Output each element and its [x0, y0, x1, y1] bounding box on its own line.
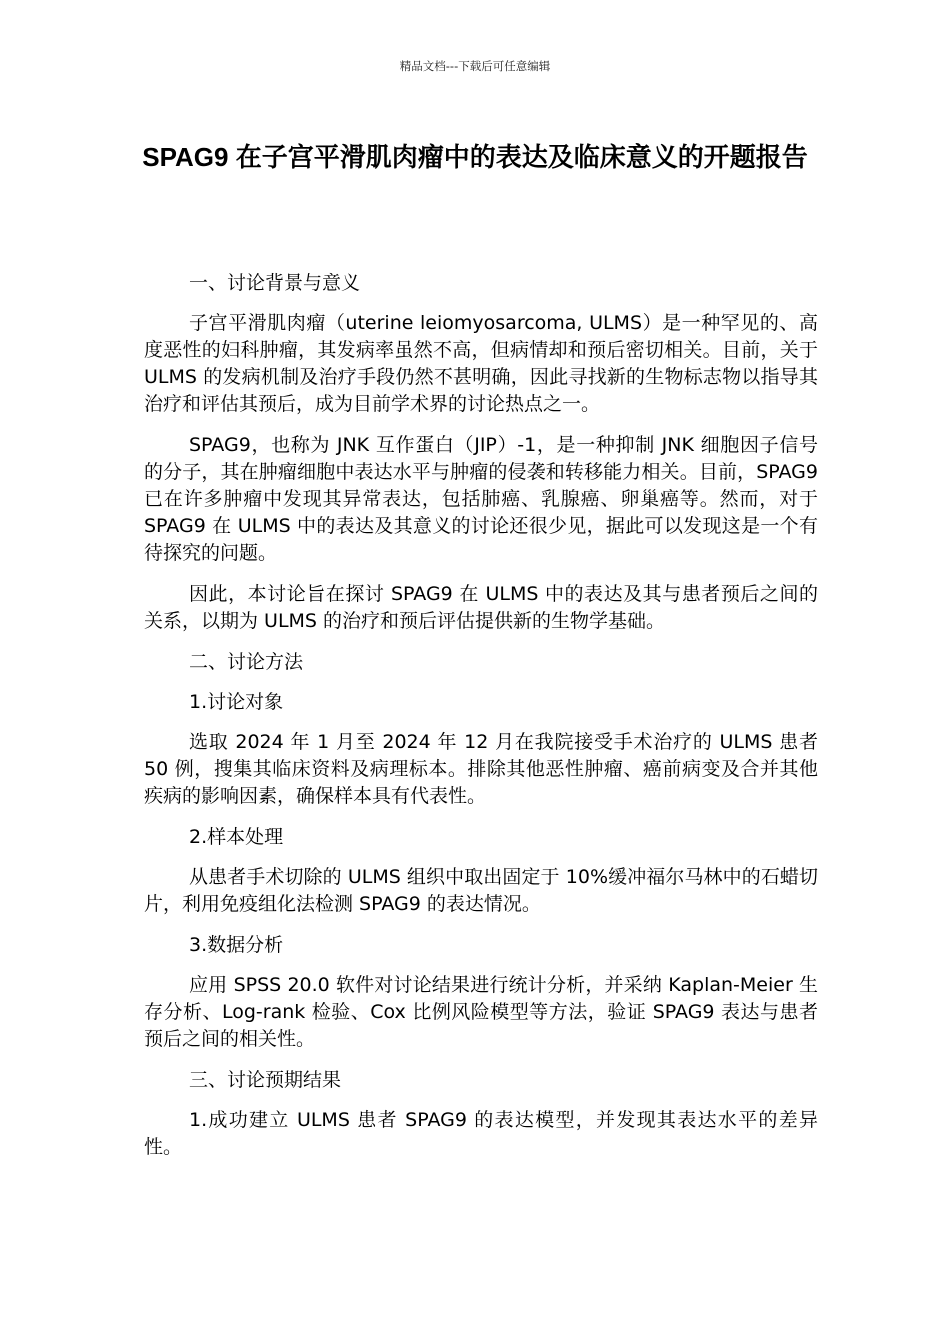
header-note: 精品文档---下载后可任意编辑 [399, 59, 551, 73]
document-title: SPAG9 在子宫平滑肌肉瘤中的表达及临床意义的开题报告 [142, 142, 808, 172]
document-body [144, 270, 818, 1175]
section-heading-expected-results: 三、讨论预期结果 [189, 1069, 342, 1091]
section-heading-background: 一、讨论背景与意义 [189, 272, 361, 294]
paragraph-expected-results-1: 1.成功建立 ULMS 患者 SPAG9 的表达模型，并发现其表达水平的差异性。 [144, 1109, 818, 1158]
paragraph-background-1: 子宫平滑肌肉瘤（uterine leiomyosarcoma, ULMS）是一种罕见的、高度恶性的妇科肿瘤，其发病率虽然不高，但病情却和预后密切相关。目前，关于 ULMS 的发病机制及治疗手段仍然不甚明确，因此寻找新的生物标志物以指导其治疗和评估其预后，成为目前学术界的讨论热点之一。 [144, 312, 818, 415]
subheading-sample-processing: 2.样本处理 [189, 826, 284, 848]
paragraph-subjects: 选取 2024 年 1 月至 2024 年 12 月在我院接受手术治疗的 ULMS 患者 50 例，搜集其临床资料及病理标本。排除其他恶性肿瘤、癌前病变及合并其他疾病的影响因素，确保样本具有代表性。 [144, 731, 818, 807]
subheading-subjects: 1.讨论对象 [189, 691, 284, 713]
paragraph-data-analysis: 应用 SPSS 20.0 软件对讨论结果进行统计分析，并采纳 Kaplan-Meier 生存分析、Log-rank 检验、Cox 比例风险模型等方法，验证 SPAG9 表达与患者预后之间的相关性。 [144, 974, 818, 1050]
paragraph-sample-processing: 从患者手术切除的 ULMS 组织中取出固定于 10%缓冲福尔马林中的石蜡切片，利用免疫组化法检测 SPAG9 的表达情况。 [144, 866, 818, 915]
section-heading-methods: 二、讨论方法 [189, 651, 304, 673]
paragraph-background-2: SPAG9，也称为 JNK 互作蛋白（JIP）-1，是一种抑制 JNK 细胞因子信号的分子，其在肿瘤细胞中表达水平与肿瘤的侵袭和转移能力相关。目前，SPAG9 已在许多肿瘤中发现其异常表达，包括肺癌、乳腺癌、卵巢癌等。然而，对于 SPAG9 在 ULMS 中的表达及其意义的讨论还很少见，据此可以发现这是一个有待探究的问题。 [144, 434, 818, 564]
paragraph-background-3: 因此，本讨论旨在探讨 SPAG9 在 ULMS 中的表达及其与患者预后之间的关系，以期为 ULMS 的治疗和预后评估提供新的生物学基础。 [144, 583, 818, 632]
subheading-data-analysis: 3.数据分析 [189, 934, 284, 956]
